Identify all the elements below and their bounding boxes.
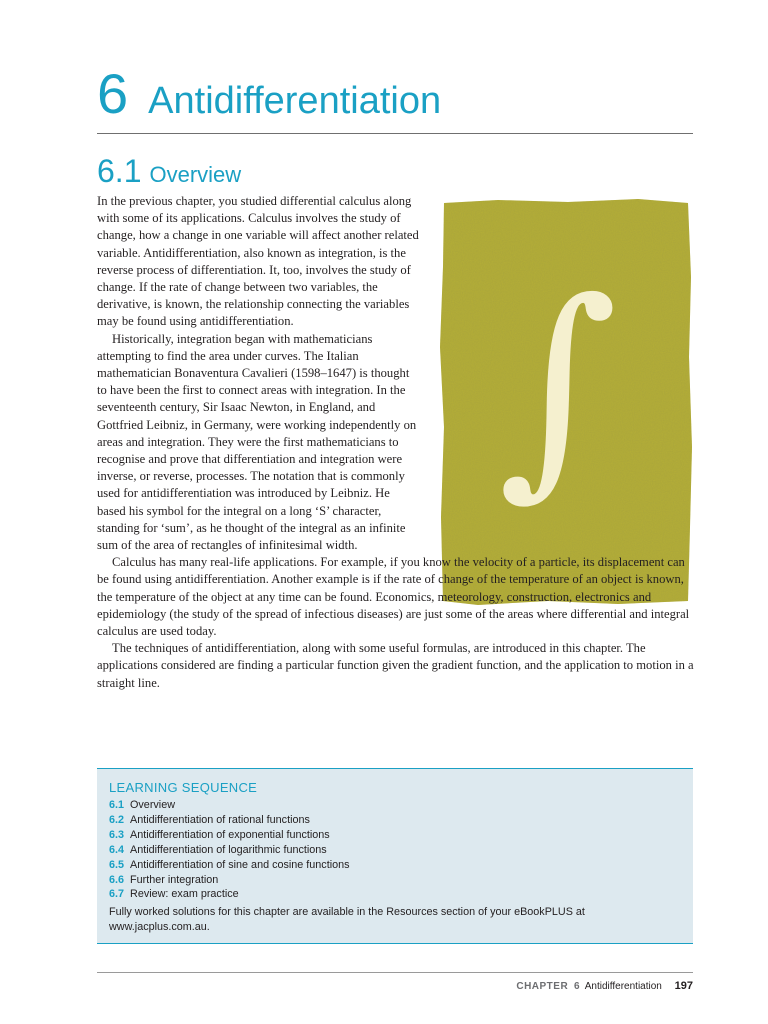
section-heading <box>97 153 241 190</box>
item-number: 6.1 <box>109 799 125 811</box>
footer-rule <box>97 972 693 973</box>
learning-sequence-item[interactable] <box>109 887 681 902</box>
learning-sequence-item[interactable] <box>109 873 681 888</box>
page-footer <box>516 980 693 992</box>
learning-sequence-item[interactable] <box>109 843 681 858</box>
item-number: 6.7 <box>109 888 125 901</box>
page-number: 197 <box>674 980 693 992</box>
solutions-note: Fully worked solutions for this chapter are available in the Resources section of your eBookPLUS at www.jacplus.com.au. <box>109 906 585 934</box>
item-label: Antidifferentiation of sine and cosine functions <box>130 858 350 871</box>
item-label: Overview <box>130 799 176 811</box>
body-text <box>97 193 695 692</box>
paragraph-2: Historically, integration began with mathematicians attempting to find the area under curves. The Italian mathematician Bonaventura Cavalieri (1598–1647) is thought to have been the first to connect areas with integration. In the seventeenth century, Sir Isaac Newton, in England, and Gottfried Leibniz, in Germany, were working independently on areas and integration. They were the first mathematicians to recognise and prove that differentiation and integration were inverse, or reverse, processes. The notation that is commonly used for antidifferentiation was introduced by Leibniz. He based his symbol for the integral on a long ‘S’ character, standing for ‘sum’, as he thought of the integral as an infinite sum of the area of rectangles of infinitesimal width. <box>97 331 417 553</box>
paragraph-4: The techniques of antidifferentiation, along with some useful formulas, are introduced in this chapter. The applications considered are finding a particular function given the gradient function, and the application to motion in a straight line. <box>97 641 694 690</box>
section-title: Overview <box>149 162 242 187</box>
item-number: 6.5 <box>109 858 125 871</box>
integral-symbol: ∫ <box>498 253 618 520</box>
item-label: Antidifferentiation of logarithmic functions <box>130 843 327 856</box>
item-number: 6.3 <box>109 828 125 841</box>
item-label: Antidifferentiation of exponential functions <box>130 828 330 841</box>
item-number: 6.2 <box>109 813 125 826</box>
learning-sequence-item[interactable] <box>109 813 681 828</box>
chapter-title: Antidifferentiation <box>148 80 442 122</box>
paragraph-3: Calculus has many real-life applications. For example, if you know the velocity of a particle, its displacement can be found using antidifferentiation. Another example is if the rate of change of the temperature of an object is known, the temperature of the object at any time can be found. Economics, meteorology, construction, electronics and epidemiology (the study of the spread of infectious diseases) are just some of the areas where differential and integral calculus are used today. <box>97 555 690 639</box>
item-label: Review: exam practice <box>130 888 239 901</box>
learning-sequence-title: LEARNING SEQUENCE <box>109 780 258 795</box>
footer-chapter-title: Antidifferentiation <box>584 981 662 992</box>
section-number: 6.1 <box>97 153 142 189</box>
chapter-heading <box>97 62 442 125</box>
learning-sequence-box <box>97 768 693 944</box>
heading-rule <box>97 133 693 134</box>
item-label: Further integration <box>130 873 219 886</box>
item-label: Antidifferentiation of rational functions <box>130 813 310 826</box>
item-number: 6.4 <box>109 843 125 856</box>
learning-sequence-item[interactable] <box>109 828 681 843</box>
chapter-number: 6 <box>97 62 129 125</box>
footer-chapter-number: 6 <box>573 981 580 992</box>
paragraph-1: In the previous chapter, you studied differential calculus along with some of its applications. Calculus involves the study of change, how a change in one variable will affect another related variable. Antidifferentiation, also known as integration, is the reverse process of differentiation. It, too, involves the study of change. If the rate of change between two variables, the derivative, is known, the relationship connecting the variables may be found using antidifferentiation. <box>97 194 419 329</box>
learning-sequence-item[interactable] <box>109 858 681 873</box>
footer-chapter-label: CHAPTER <box>516 981 569 992</box>
item-number: 6.6 <box>109 873 125 886</box>
learning-sequence-item[interactable] <box>109 798 681 813</box>
